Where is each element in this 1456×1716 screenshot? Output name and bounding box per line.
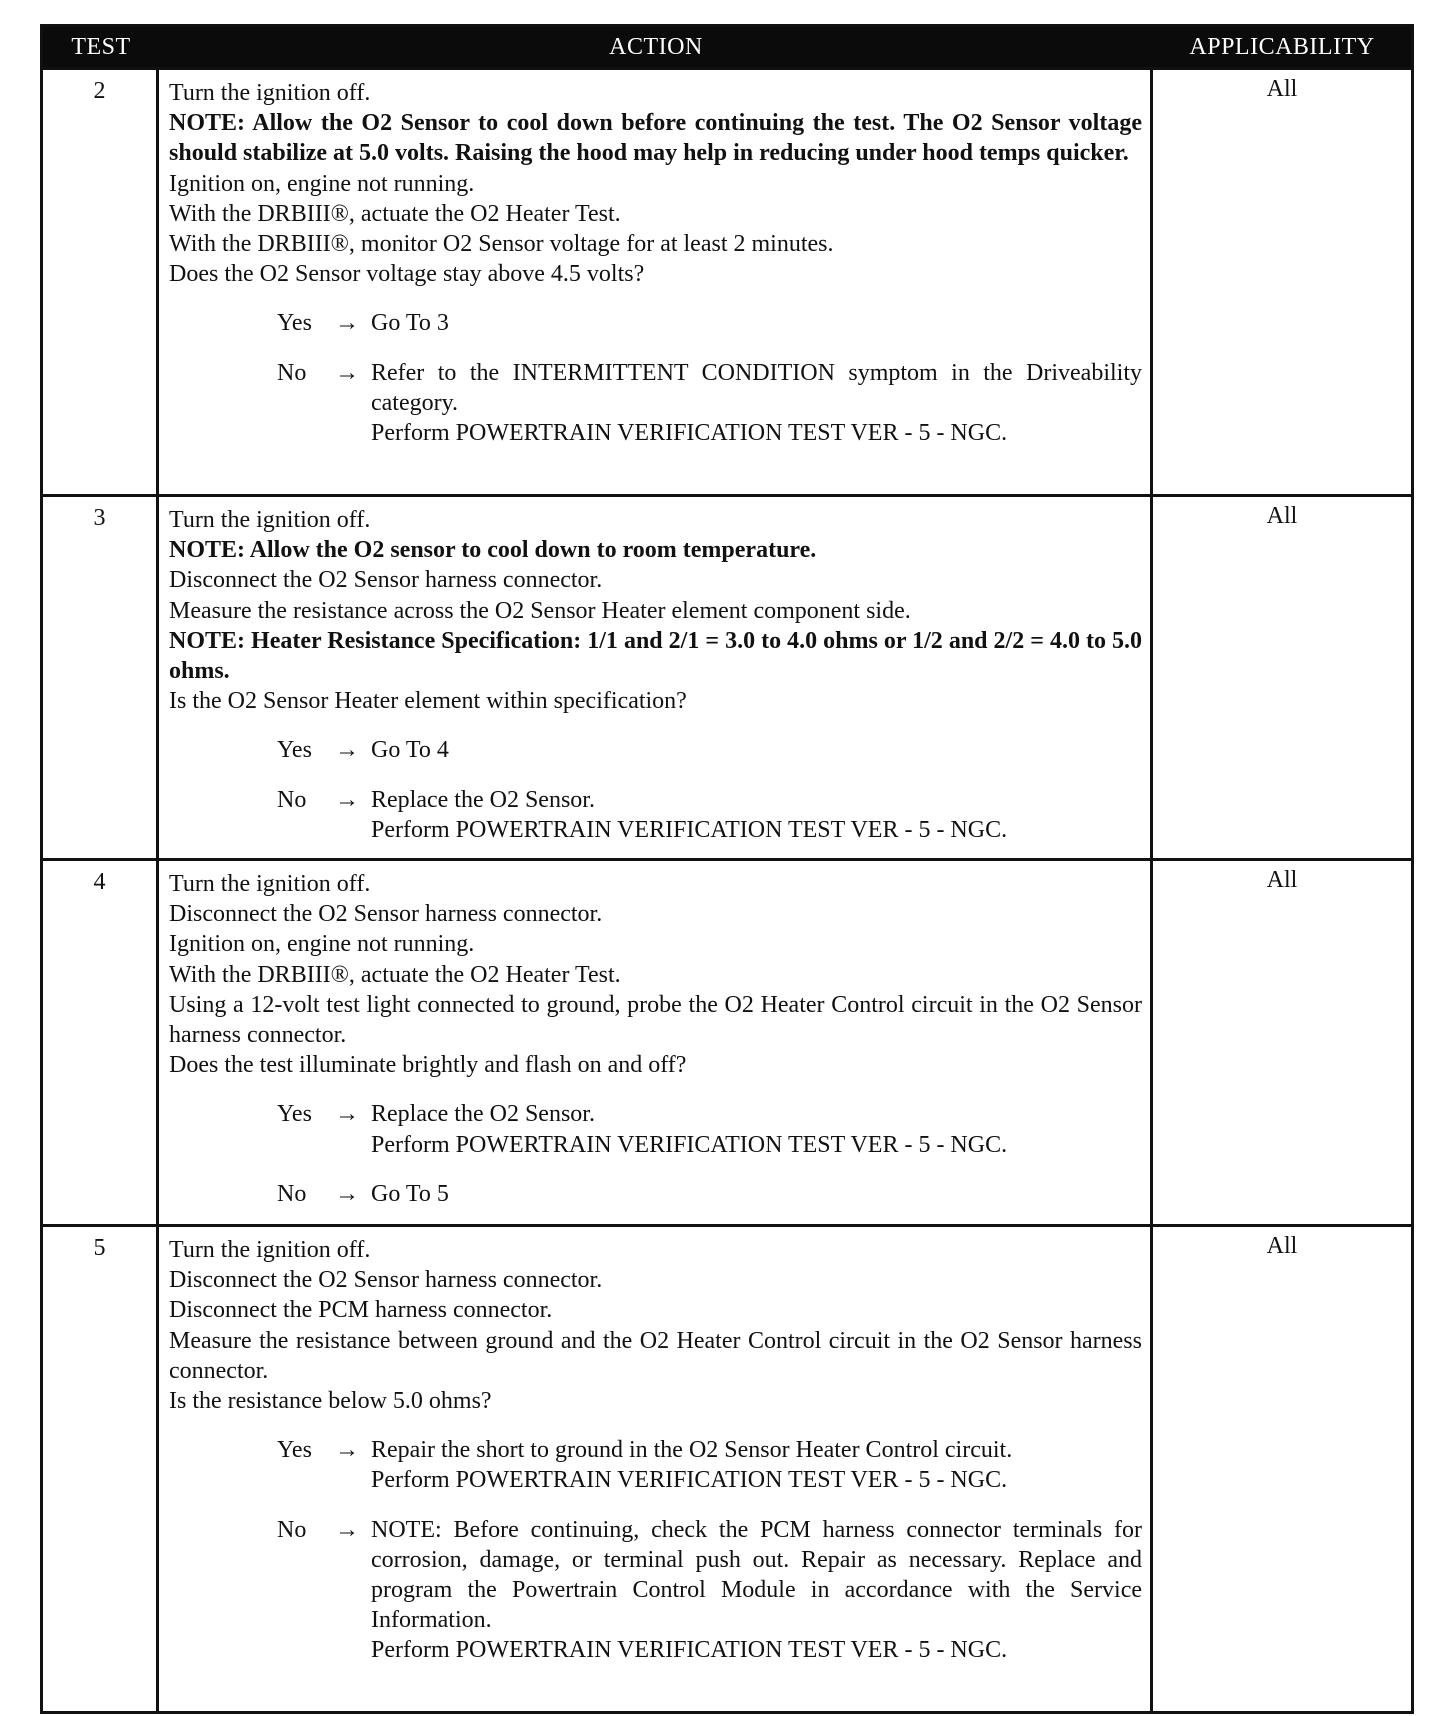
applicability-cell: All [1266, 1233, 1298, 1259]
action-question: Is the resistance below 5.0 ohms? [169, 1388, 492, 1415]
arrow-icon: → [335, 1180, 359, 1207]
no-result: NOTE: Before continuing, check the PCM harness connector terminals for corrosion, damage, or terminal push out. Repair as necessary. Replace and program the Powertrain Control Module in accordance with the Service Information. [371, 1516, 1142, 1634]
no-result: Replace the O2 Sensor. [371, 786, 595, 813]
arrow-icon: → [335, 786, 359, 813]
action-step: Disconnect the O2 Sensor harness connector. [169, 901, 603, 928]
arrow-icon: → [335, 737, 359, 764]
diagnostic-test-table [40, 24, 1414, 1714]
action-step: Turn the ignition off. [169, 80, 371, 106]
test-number: 4 [43, 861, 159, 1224]
action-note: NOTE: Allow the O2 Sensor to cool down before continuing the test. The O2 Sensor voltage should stabilize at 5.0 volts. Raising the hood may help in reducing under hood temps quicker. [169, 110, 1142, 167]
no-label: No [277, 786, 307, 813]
yes-label: Yes [277, 1101, 312, 1128]
yes-branch [169, 1435, 1142, 1495]
test-number: 5 [43, 1227, 159, 1711]
arrow-icon: → [335, 1516, 359, 1543]
yes-result: Repair the short to ground in the O2 Sensor Heater Control circuit. [371, 1437, 1013, 1464]
yes-result: Replace the O2 Sensor. [371, 1101, 595, 1128]
action-step: Disconnect the O2 Sensor harness connector. [169, 567, 603, 594]
action-step: With the DRBIII®, actuate the O2 Heater Test. [169, 200, 621, 227]
no-branch [169, 1515, 1142, 1666]
no-result: Perform POWERTRAIN VERIFICATION TEST VER - 5 - NGC. [371, 1637, 1008, 1664]
action-step: With the DRBIII®, actuate the O2 Heater Test. [169, 961, 621, 988]
action-step: Disconnect the O2 Sensor harness connector. [169, 1267, 603, 1294]
applicability-cell: All [1266, 76, 1298, 102]
yes-result: Go To 3 [371, 310, 449, 337]
yes-branch [169, 308, 1142, 338]
header-action: ACTION [609, 33, 703, 60]
action-cell [159, 1227, 1153, 1711]
action-cell [159, 497, 1153, 858]
no-branch [169, 358, 1142, 449]
action-note: NOTE: Heater Resistance Specification: 1/1 and 2/1 = 3.0 to 4.0 ohms or 1/2 and 2/2 = 4.0 to 5.0 ohms. [169, 627, 1142, 685]
applicability-cell: All [1266, 867, 1298, 893]
action-question: Is the O2 Sensor Heater element within specification? [169, 688, 687, 715]
no-label: No [277, 1516, 307, 1543]
arrow-icon: → [335, 310, 359, 337]
test-row-4 [43, 858, 1411, 1224]
no-branch [169, 1179, 1142, 1209]
action-step: Turn the ignition off. [169, 1237, 371, 1263]
yes-branch [169, 1099, 1142, 1159]
yes-result: Perform POWERTRAIN VERIFICATION TEST VER - 5 - NGC. [371, 1131, 1008, 1158]
action-step: Measure the resistance across the O2 Sensor Heater element component side. [169, 597, 911, 624]
yes-result: Perform POWERTRAIN VERIFICATION TEST VER - 5 - NGC. [371, 1467, 1008, 1494]
action-question: Does the test illuminate brightly and flash on and off? [169, 1052, 687, 1079]
header-applicability: APPLICABILITY [1189, 33, 1375, 60]
yes-label: Yes [277, 737, 312, 764]
action-step: Disconnect the PCM harness connector. [169, 1297, 553, 1324]
test-number: 3 [43, 497, 159, 858]
applicability-cell: All [1266, 503, 1298, 529]
yes-branch [169, 735, 1142, 765]
action-cell [159, 861, 1153, 1224]
yes-label: Yes [277, 1437, 312, 1464]
arrow-icon: → [335, 1101, 359, 1128]
action-step: Measure the resistance between ground and the O2 Heater Control circuit in the O2 Sensor harness connector. [169, 1327, 1142, 1384]
action-step: Ignition on, engine not running. [169, 170, 475, 197]
yes-result: Go To 4 [371, 737, 449, 764]
action-question: Does the O2 Sensor voltage stay above 4.5 volts? [169, 261, 645, 288]
no-result: Perform POWERTRAIN VERIFICATION TEST VER - 5 - NGC. [371, 420, 1008, 447]
action-step: Ignition on, engine not running. [169, 931, 475, 958]
action-note: NOTE: Allow the O2 sensor to cool down to room temperature. [169, 537, 817, 564]
no-result: Refer to the INTERMITTENT CONDITION symptom in the Driveability category. [371, 359, 1142, 416]
table-header [43, 27, 1411, 67]
header-test: TEST [71, 33, 131, 60]
arrow-icon: → [335, 1437, 359, 1464]
arrow-icon: → [335, 359, 359, 386]
no-label: No [277, 1180, 307, 1207]
no-label: No [277, 359, 307, 386]
test-row-5 [43, 1224, 1411, 1711]
no-result: Go To 5 [371, 1180, 449, 1207]
action-step: Turn the ignition off. [169, 871, 371, 897]
no-result: Perform POWERTRAIN VERIFICATION TEST VER - 5 - NGC. [371, 816, 1008, 843]
action-step: With the DRBIII®, monitor O2 Sensor voltage for at least 2 minutes. [169, 231, 834, 258]
test-row-3 [43, 494, 1411, 858]
test-row-2 [43, 67, 1411, 494]
action-cell [159, 70, 1153, 494]
no-branch [169, 785, 1142, 845]
action-step: Using a 12-volt test light connected to ground, probe the O2 Heater Control circuit in the O2 Sensor harness connector. [169, 991, 1142, 1049]
yes-label: Yes [277, 310, 312, 337]
action-step: Turn the ignition off. [169, 507, 371, 533]
test-number: 2 [43, 70, 159, 494]
